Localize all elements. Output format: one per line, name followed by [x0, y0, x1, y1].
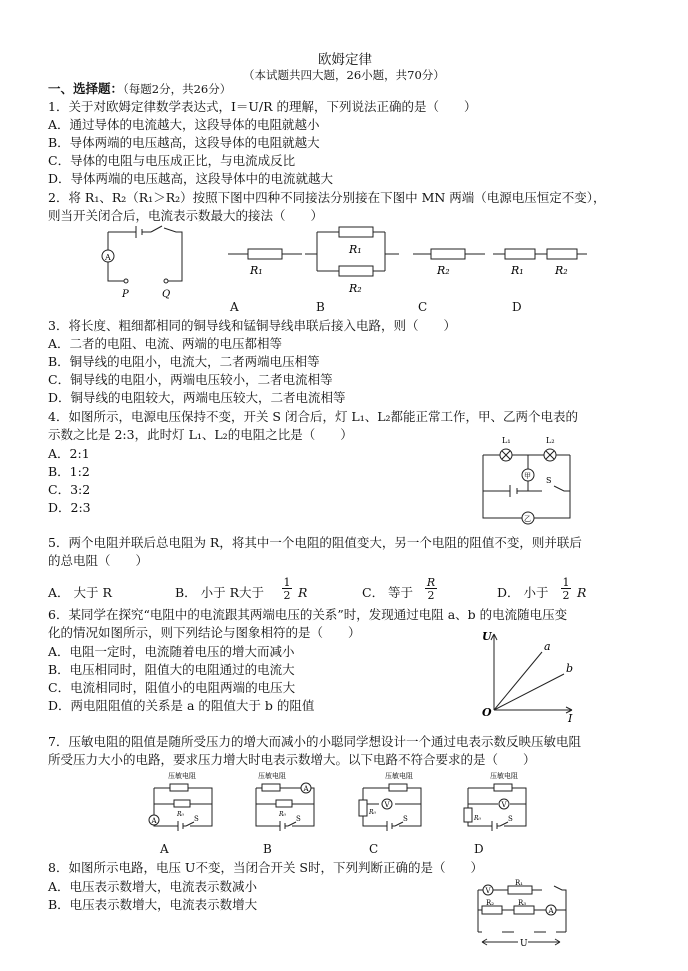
- q2-ammeter-label: A: [105, 253, 111, 262]
- q3-option-d: D．铜导线的电阻较大，两端电压较大，二者电流相等: [48, 390, 346, 405]
- q7-a-label: 压敏电阻: [168, 772, 196, 780]
- q4-option-b: B．1:2: [48, 464, 90, 479]
- q7-label-c: C: [369, 842, 379, 856]
- page-title: 欧姆定律: [318, 52, 372, 68]
- q7-d-meter: V: [501, 801, 507, 809]
- q4-meter-yi: 乙: [524, 515, 531, 523]
- q2-label-a: A: [230, 300, 239, 314]
- q3-option-a: A．二者的电阻、电流、两端的电压都相等: [48, 336, 283, 351]
- q7-b-meter: A: [303, 785, 309, 793]
- q5-stem-line2: 的总电阻（ ）: [48, 553, 149, 568]
- q5-d-denominator: 2: [562, 589, 570, 602]
- q5-d-r: R: [577, 585, 587, 600]
- q7-a-s: S: [194, 815, 199, 823]
- q2-option-c-diagram: [413, 240, 488, 280]
- q5-option-a: A． 大于 R: [48, 585, 112, 600]
- q2-label-d: D: [512, 300, 522, 314]
- q7-label-b: B: [263, 842, 272, 856]
- q7-d-r0: R₀: [474, 815, 481, 822]
- q7-c-s: S: [403, 815, 408, 823]
- q1-stem: 1．关于对欧姆定律数学表达式，I＝U/R 的理解，下列说法正确的是（ ）: [48, 99, 477, 114]
- q1-option-c: C．导体的电阻与电压成正比，与电流成反比: [48, 153, 296, 168]
- q5-option-d: D． 小于: [497, 585, 549, 600]
- q7-c-label: 压敏电阻: [385, 772, 413, 780]
- q1-option-d: D．导体两端的电压越高，这段导体中的电流就越大: [48, 171, 334, 186]
- q8-voltmeter: V: [485, 887, 491, 895]
- q6-line-a: [494, 652, 542, 710]
- q8-r3: R₃: [518, 899, 527, 907]
- q2-option-b-diagram: [305, 223, 400, 298]
- q2-stem-line2: 则当开关闭合后，电流表示数最大的接法（ ）: [48, 208, 324, 223]
- q8-ammeter: A: [548, 907, 554, 915]
- q2-terminal-q: Q: [162, 289, 171, 300]
- q3-stem: 3．将长度、粗细都相同的铜导线和锰铜导线串联后接入电路，则（ ）: [48, 318, 456, 333]
- q7-a-r0: R₀: [177, 811, 184, 818]
- q6-axis-i: I: [568, 712, 573, 725]
- q4-stem-line2: 示数之比是 2:3，此时灯 L₁、L₂的电阻之比是（ ）: [48, 427, 353, 442]
- q7-b-s: S: [296, 815, 301, 823]
- q8-option-a: A．电压表示数增大，电流表示数减小: [48, 879, 258, 894]
- q4-stem-line1: 4．如图所示，电源电压保持不变，开关 S 闭合后，灯 L₁、L₂都能正常工作，甲、乙两个电表的: [48, 409, 579, 424]
- q2-stem-line1: 2．将 R₁、R₂（R₁＞R₂）按照下图中四种不同接法分别接在下图中 MN 两端（电源电压恒定不变），: [48, 190, 606, 205]
- q7-d-label: 压敏电阻: [490, 772, 518, 780]
- q2-label-b: B: [316, 300, 325, 314]
- q5-b-r: R: [298, 585, 308, 600]
- q6-axis-u: U: [482, 630, 492, 643]
- q2-d-r1: R₁: [511, 264, 524, 277]
- q4-option-a: A．2:1: [48, 446, 90, 461]
- q5-option-c: C． 等于: [362, 585, 414, 600]
- q6-option-c: C．电流相同时，阻值小的电阻两端的电压大: [48, 680, 296, 695]
- q2-circuit-figure: [96, 226, 191, 301]
- q5-c-denominator: 2: [427, 589, 435, 602]
- q4-option-d: D．2:3: [48, 500, 91, 515]
- q8-r2: R₂: [486, 899, 495, 907]
- q8-voltage-u: U: [520, 939, 528, 949]
- q8-r1: R₁: [515, 879, 524, 887]
- q7-stem-line1: 7．压敏电阻的阻值是随所受压力的增大而减小的小聪同学想设计一个通过电表示数反映压敏电阻: [48, 734, 581, 749]
- q4-switch-s: S: [546, 476, 552, 485]
- q5-c-numerator: R: [426, 576, 436, 589]
- q5-b-denominator: 2: [283, 589, 291, 602]
- q8-circuit-figure: [470, 880, 570, 960]
- q2-label-c: C: [418, 300, 428, 314]
- q4-lamp-l1: L₁: [502, 436, 511, 445]
- q5-stem-line1: 5．两个电阻并联后总电阻为 R，将其中一个电阻的阻值变大，另一个电阻的阻值不变，则并联后: [48, 535, 582, 550]
- q7-label-d: D: [474, 842, 484, 856]
- q2-terminal-p: P: [122, 289, 129, 300]
- q6-option-b: B．电压相同时，阻值大的电阻通过的电流大: [48, 662, 295, 677]
- q7-b-label: 压敏电阻: [258, 772, 286, 780]
- q6-graph-figure: [480, 628, 580, 723]
- q2-a-r1: R₁: [250, 264, 263, 277]
- q3-option-b: B．铜导线的电阻小，电流大，二者两端电压相等: [48, 354, 320, 369]
- q7-c-r0: R₀: [369, 809, 376, 816]
- q4-lamp-l2: L₂: [546, 436, 555, 445]
- q4-option-c: C．3:2: [48, 482, 91, 497]
- q6-origin: O: [482, 706, 492, 719]
- q7-circuit-b: [250, 770, 320, 838]
- q7-a-meter: A: [151, 817, 157, 825]
- q5-option-b: B． 小于 R大于: [175, 585, 265, 600]
- q7-stem-line2: 所受压力大小的电路，要求压力增大时电表示数增大。以下电路不符合要求的是（ ）: [48, 752, 536, 767]
- q7-label-a: A: [160, 842, 169, 856]
- q2-option-d-diagram: [493, 240, 588, 280]
- page-subtitle: （本试题共四大题，26小题，共70分）: [243, 68, 445, 82]
- q4-circuit-figure: [480, 433, 580, 525]
- q3-option-c: C．铜导线的电阻小，两端电压较小，二者电流相等: [48, 372, 333, 387]
- q5-b-numerator: 1: [283, 576, 291, 589]
- q1-option-a: A．通过导体的电流越大，这段导体的电阻就越小: [48, 117, 320, 132]
- q7-circuit-c: [357, 770, 427, 838]
- q2-b-r2: R₂: [349, 282, 362, 295]
- q8-stem: 8．如图所示电路，电压 U不变，当闭合开关 S时，下列判断正确的是（ ）: [48, 860, 483, 875]
- q7-d-s: S: [508, 815, 513, 823]
- q6-line-b: [494, 674, 564, 710]
- q6-stem-line1: 6．某同学在探究“电阻中的电流跟其两端电压的关系”时，发现通过电阻 a、b 的电流随电压变: [48, 607, 568, 622]
- q2-d-r2: R₂: [555, 264, 568, 277]
- q6-stem-line2: 化的情况如图所示，则下列结论与图象相符的是（ ）: [48, 625, 361, 640]
- q7-b-r0: R₀: [279, 811, 286, 818]
- q8-option-b: B．电压表示数增大，电流表示数增大: [48, 897, 258, 912]
- q6-option-d: D．两电阻阻值的关系是 a 的阻值大于 b 的阻值: [48, 698, 315, 713]
- q6-label-b: b: [566, 662, 574, 675]
- q2-b-r1: R₁: [349, 243, 362, 256]
- q4-meter-jia: 甲: [524, 472, 531, 480]
- section-heading: 一、选择题：（每题2分，共26分）: [48, 81, 232, 96]
- q7-circuit-a: [148, 770, 218, 838]
- q2-option-a-diagram: [228, 240, 303, 280]
- q6-option-a: A．电阻一定时，电流随着电压的增大而减小: [48, 644, 295, 659]
- q1-option-b: B．导体两端的电压越高，这段导体的电阻就越大: [48, 135, 320, 150]
- q5-d-numerator: 1: [562, 576, 570, 589]
- q7-c-meter: V: [384, 801, 390, 809]
- q6-label-a: a: [544, 640, 551, 653]
- q2-c-r2: R₂: [437, 264, 450, 277]
- q7-circuit-d: [462, 770, 532, 838]
